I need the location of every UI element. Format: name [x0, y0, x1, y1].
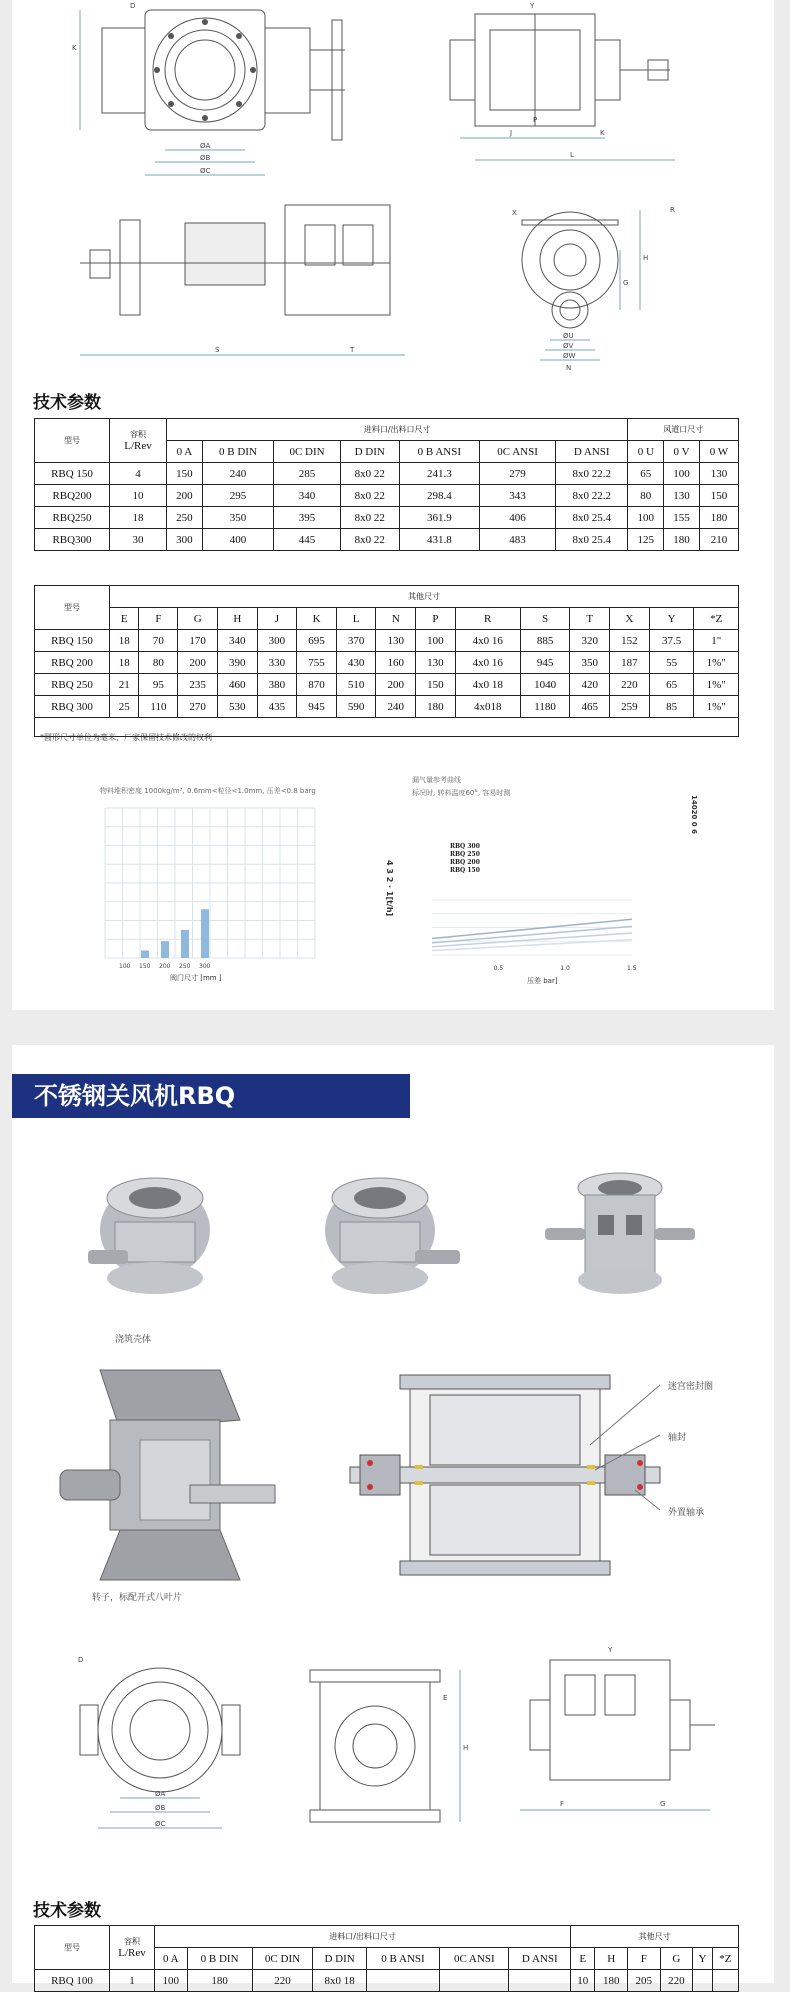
table-cell: 155 [664, 507, 700, 529]
table-cell: RBQ 300 [35, 696, 110, 718]
column-header: 0 V [664, 441, 700, 463]
column-header: 0 A [167, 441, 203, 463]
ss-dim-a: ØA [155, 1790, 166, 1798]
table-cell: 1" [694, 630, 739, 652]
table-cell: 85 [649, 696, 694, 718]
column-header: 0C ANSI [480, 441, 556, 463]
table-cell: 4x018 [455, 696, 520, 718]
table-cell: 430 [336, 652, 376, 674]
t1-wind-group: 风道口尺寸 [628, 419, 739, 441]
table-row [35, 507, 739, 529]
table-cell: 695 [297, 630, 337, 652]
column-header: 0 B DIN [202, 441, 273, 463]
table-cell: 8x0 22 [340, 507, 399, 529]
table-cell: 4x0 18 [455, 674, 520, 696]
left-chart-ytitle: 4 3 2 · 1[t/h] [385, 860, 394, 917]
t1-inlet-group: 进料口/出料口尺寸 [167, 419, 628, 441]
table-cell: 885 [520, 630, 570, 652]
section2-title: 技术参数 [33, 1901, 101, 1921]
table-cell: 200 [376, 674, 416, 696]
column-header: 0C DIN [274, 441, 341, 463]
column-header: Y [693, 1948, 713, 1970]
table-cell: 70 [139, 630, 178, 652]
table-cell [366, 1970, 439, 1992]
ss-side-drawing [300, 1660, 480, 1840]
ss-dim-d: D [78, 1656, 84, 1664]
table-cell: 445 [274, 529, 341, 551]
table-cell: 300 [257, 630, 297, 652]
table-cell: 1%" [694, 652, 739, 674]
table-cell [693, 1970, 713, 1992]
bar-150 [141, 951, 149, 959]
legend-item: RBQ 300 [450, 843, 480, 850]
table-cell: 406 [480, 507, 556, 529]
table-cell: 130 [376, 630, 416, 652]
table-cell: 180 [664, 529, 700, 551]
dim-label-y: Y [530, 2, 535, 10]
table-cell [440, 1970, 509, 1992]
table-cell: 220 [252, 1970, 313, 1992]
table-cell: 150 [167, 463, 203, 485]
table-cell: 95 [139, 674, 178, 696]
dim-label-g: G [623, 279, 629, 287]
column-header: G [178, 608, 218, 630]
table-cell: 220 [660, 1970, 693, 1992]
x-tick-label: 0.5 [493, 965, 504, 972]
product-photo-2 [300, 1160, 470, 1310]
table-cell: 187 [610, 652, 650, 674]
dim-label-t: T [350, 346, 355, 354]
table-cell: 180 [187, 1970, 252, 1992]
table-cell: 30 [110, 529, 167, 551]
x-tick-label: 250 [179, 963, 191, 970]
table-cell: 180 [699, 507, 738, 529]
table-cell: 395 [274, 507, 341, 529]
spec-table-2 [34, 585, 739, 737]
column-header: D DIN [340, 441, 399, 463]
table-cell: 8x0 25.4 [556, 529, 628, 551]
left-chart [95, 798, 385, 988]
table-cell: 530 [217, 696, 257, 718]
table-cell: 285 [274, 463, 341, 485]
legend-item: RBQ 200 [450, 859, 480, 866]
valve-rotor-drawing [60, 195, 440, 365]
x-tick-label: 300 [199, 963, 211, 970]
right-chart-ytitle: 14020 0 6 [690, 795, 698, 834]
table-cell: 25 [110, 696, 139, 718]
table-cell: 270 [178, 696, 218, 718]
right-chart [420, 840, 700, 990]
column-header: D ANSI [556, 441, 628, 463]
product-photo-1 [70, 1160, 240, 1310]
table-row [35, 630, 739, 652]
ss-dim-f: F [560, 1800, 565, 1808]
dim-label-c: ØC [200, 167, 211, 175]
valve-front-drawing [60, 0, 350, 185]
table-cell: 8x0 18 [313, 1970, 366, 1992]
column-header: 0 B ANSI [399, 441, 480, 463]
table-cell: 340 [274, 485, 341, 507]
column-header: 0 U [628, 441, 664, 463]
dim-label-a: ØA [200, 142, 211, 150]
table-cell: 235 [178, 674, 218, 696]
table-cell: 10 [110, 485, 167, 507]
x-tick-label: 150 [139, 963, 151, 970]
column-header: 0C ANSI [440, 1948, 509, 1970]
table-cell: 4x0 16 [455, 630, 520, 652]
table-row [35, 1970, 739, 1992]
product-photo-3 [540, 1160, 700, 1310]
table-cell: 8x0 22.2 [556, 485, 628, 507]
table-cell: 100 [628, 507, 664, 529]
dim-label-w: ØW [563, 352, 576, 360]
t3-body [35, 1970, 739, 1992]
table-cell: 298.4 [399, 485, 480, 507]
t3-model-header: 型号 [35, 1926, 110, 1970]
table-row [35, 674, 739, 696]
table-cell: 510 [336, 674, 376, 696]
ss-dim-g: G [660, 1800, 666, 1808]
table-row [35, 652, 739, 674]
table-cell: 350 [570, 652, 610, 674]
table-cell: 241.3 [399, 463, 480, 485]
column-header: 0 W [699, 441, 738, 463]
spec-table-1 [34, 418, 739, 551]
t2-other-group: 其他尺寸 [110, 586, 739, 608]
column-header: R [455, 608, 520, 630]
column-header: *Z [712, 1948, 738, 1970]
column-header: F [627, 1948, 660, 1970]
table-row [35, 696, 739, 718]
column-header: 0C DIN [252, 1948, 313, 1970]
table-cell: 200 [178, 652, 218, 674]
table-cell: 1180 [520, 696, 570, 718]
table-cell: 110 [139, 696, 178, 718]
table-cell: 220 [610, 674, 650, 696]
spec-table-3 [34, 1925, 739, 1992]
table-cell: RBQ300 [35, 529, 110, 551]
table-cell: 65 [649, 674, 694, 696]
dim-label-h: H [643, 254, 649, 262]
table-row [35, 485, 739, 507]
table-cell: 100 [155, 1970, 188, 1992]
table-cell: 130 [416, 652, 456, 674]
table-cell: 370 [336, 630, 376, 652]
right-chart-caption2: 标况时, 转料温度60°, 容易时测 [412, 789, 511, 797]
x-tick-label: 200 [159, 963, 171, 970]
table-cell: 150 [699, 485, 738, 507]
table-cell: 205 [627, 1970, 660, 1992]
label-cast-body: 浇筑壳体 [115, 1335, 152, 1345]
table-cell: 300 [167, 529, 203, 551]
table-cell: 180 [416, 696, 456, 718]
column-header: K [297, 608, 337, 630]
table-cell: 945 [520, 652, 570, 674]
table-cell: 100 [664, 463, 700, 485]
ss-dim-y: Y [608, 1646, 613, 1654]
table-cell: RBQ 150 [35, 463, 110, 485]
column-header: G [660, 1948, 693, 1970]
table-cell: 4x0 16 [455, 652, 520, 674]
valve-side-drawing [430, 0, 690, 185]
table-cell: 180 [595, 1970, 628, 1992]
dim-label-k: K [72, 44, 77, 52]
table-cell: 483 [480, 529, 556, 551]
table-cell: 150 [416, 674, 456, 696]
legend-item: RBQ 250 [450, 851, 480, 858]
table-cell: 1040 [520, 674, 570, 696]
table-cell: 340 [217, 630, 257, 652]
table-cell: 320 [570, 630, 610, 652]
table-cell: 8x0 22 [340, 529, 399, 551]
dim-label-k2: K [600, 129, 605, 137]
column-header: T [570, 608, 610, 630]
x-tick-label: 1.0 [560, 965, 570, 972]
right-chart-caption1: 漏气量参考曲线 [412, 776, 461, 784]
table-cell: 420 [570, 674, 610, 696]
label-shaft-seal: 轴封 [668, 1433, 687, 1443]
table-cell: RBQ 150 [35, 630, 110, 652]
table-cell: 55 [649, 652, 694, 674]
column-header: S [520, 608, 570, 630]
table-cell: 10 [571, 1970, 595, 1992]
ss-dim-c: ØC [155, 1820, 166, 1828]
valve-end-drawing [510, 200, 690, 375]
table-cell: 259 [610, 696, 650, 718]
column-header: N [376, 608, 416, 630]
table-cell: 361.9 [399, 507, 480, 529]
table-cell: RBQ 250 [35, 674, 110, 696]
column-header: X [610, 608, 650, 630]
column-header: D DIN [313, 1948, 366, 1970]
table-cell: 380 [257, 674, 297, 696]
table-cell: RBQ250 [35, 507, 110, 529]
table-cell [712, 1970, 738, 1992]
table-cell: 1%" [694, 696, 739, 718]
dim-label-s: S [215, 346, 220, 354]
label-rotor: 转子，标配开式八叶片 [92, 1593, 183, 1603]
dim-label-p: P [533, 116, 538, 124]
x-tick-label: 100 [119, 963, 131, 970]
table-cell: 343 [480, 485, 556, 507]
column-header: P [416, 608, 456, 630]
table-cell: 590 [336, 696, 376, 718]
t2-column-row [35, 608, 739, 630]
table-cell: 945 [297, 696, 337, 718]
legend-item: RBQ 150 [450, 867, 480, 874]
dim-label-j: J [510, 129, 513, 137]
t2-model-header: 型号 [35, 586, 110, 630]
table-cell: 4 [110, 463, 167, 485]
table-cell: 295 [202, 485, 273, 507]
table-cell: 37.5 [649, 630, 694, 652]
table-cell: 125 [628, 529, 664, 551]
t2-body [35, 630, 739, 718]
table-cell: 21 [110, 674, 139, 696]
table-cell: 152 [610, 630, 650, 652]
table-cell: 18 [110, 630, 139, 652]
left-chart-caption: 物料堆积密度 1000kg/m³, 0.6mm<粒径<1.0mm, 压差<0.8 barg [100, 787, 316, 795]
table-cell: 100 [416, 630, 456, 652]
column-header: D ANSI [509, 1948, 571, 1970]
ss-dim-e: E [443, 1694, 448, 1702]
column-header: E [110, 608, 139, 630]
t3-other-group: 其他尺寸 [571, 1926, 739, 1948]
cross-section [340, 1365, 670, 1585]
column-header: L [336, 608, 376, 630]
dim-label-v: ØV [563, 342, 574, 350]
table-cell: 460 [217, 674, 257, 696]
dim-label-b: ØB [200, 154, 211, 162]
table-cell: 465 [570, 696, 610, 718]
t1-volume-header: 容积 L/Rev [110, 419, 167, 463]
section1-title: 技术参数 [33, 393, 101, 413]
table-cell: 435 [257, 696, 297, 718]
table-cell: 160 [376, 652, 416, 674]
column-header: Y [649, 608, 694, 630]
table-cell: 8x0 22.2 [556, 463, 628, 485]
table-cell: 250 [167, 507, 203, 529]
column-header: J [257, 608, 297, 630]
table-cell: 80 [628, 485, 664, 507]
ss-dim-h: H [463, 1744, 469, 1752]
t1-model-header: 型号 [35, 419, 110, 463]
x-tick-label: 1.5 [627, 965, 637, 972]
dim-label-u: ØU [563, 332, 574, 340]
table-cell: RBQ 100 [35, 1970, 110, 1992]
ss-top-drawing [510, 1640, 720, 1840]
ss-dim-b: ØB [155, 1804, 166, 1812]
column-header: H [217, 608, 257, 630]
section2-banner: 不锈钢关风机RBQ [12, 1074, 410, 1118]
table-cell: 330 [257, 652, 297, 674]
column-header: *Z [694, 608, 739, 630]
table-cell: 755 [297, 652, 337, 674]
column-header: 0 B ANSI [366, 1948, 439, 1970]
table-cell: 870 [297, 674, 337, 696]
table-cell: 200 [167, 485, 203, 507]
table-cell: 130 [699, 463, 738, 485]
exploded-view [40, 1350, 280, 1590]
table-cell: 8x0 22 [340, 485, 399, 507]
table-row [35, 529, 739, 551]
table-note: *圆形尺寸单位为毫米，厂家保留技术修改的权利 [40, 733, 212, 742]
dim-label-l: L [570, 151, 574, 159]
t3-volume-header: 容积 L/Rev [110, 1926, 155, 1970]
table-cell: 431.8 [399, 529, 480, 551]
table-cell: 390 [217, 652, 257, 674]
ss-front-drawing [60, 1650, 260, 1840]
table-cell: 8x0 22 [340, 463, 399, 485]
column-header: 0 B DIN [187, 1948, 252, 1970]
x-axis-label: 压差 bar] [527, 977, 558, 985]
column-header: 0 A [155, 1948, 188, 1970]
table-cell: RBQ 200 [35, 652, 110, 674]
x-axis-label: 阀门尺寸 [mm ] [170, 974, 222, 982]
table-cell [509, 1970, 571, 1992]
table-cell: 210 [699, 529, 738, 551]
t3-inlet-group: 进料口/出料口尺寸 [155, 1926, 571, 1948]
label-bearing: 外置轴承 [668, 1508, 705, 1518]
table-cell: 18 [110, 652, 139, 674]
column-header: F [139, 608, 178, 630]
table-cell: 400 [202, 529, 273, 551]
table-row [35, 463, 739, 485]
label-labyrinth: 迷宫密封圈 [668, 1382, 714, 1392]
table-cell: RBQ200 [35, 485, 110, 507]
table-cell: 170 [178, 630, 218, 652]
column-header: H [595, 1948, 628, 1970]
table-cell: 1%" [694, 674, 739, 696]
table-cell: 240 [202, 463, 273, 485]
column-header: E [571, 1948, 595, 1970]
bar-200 [161, 941, 169, 958]
table-cell: 1 [110, 1970, 155, 1992]
table-cell: 80 [139, 652, 178, 674]
bar-250 [181, 930, 189, 958]
dim-label-r: R [670, 206, 675, 214]
bar-300 [201, 909, 209, 958]
table-cell: 8x0 25.4 [556, 507, 628, 529]
table-cell: 65 [628, 463, 664, 485]
table-cell: 18 [110, 507, 167, 529]
t1-body [35, 463, 739, 551]
dim-label-d: D [130, 2, 136, 10]
table-cell: 130 [664, 485, 700, 507]
table-cell: 240 [376, 696, 416, 718]
dim-label-x: X [512, 209, 517, 217]
dim-label-n: N [566, 364, 572, 372]
table-cell: 350 [202, 507, 273, 529]
table-cell: 279 [480, 463, 556, 485]
